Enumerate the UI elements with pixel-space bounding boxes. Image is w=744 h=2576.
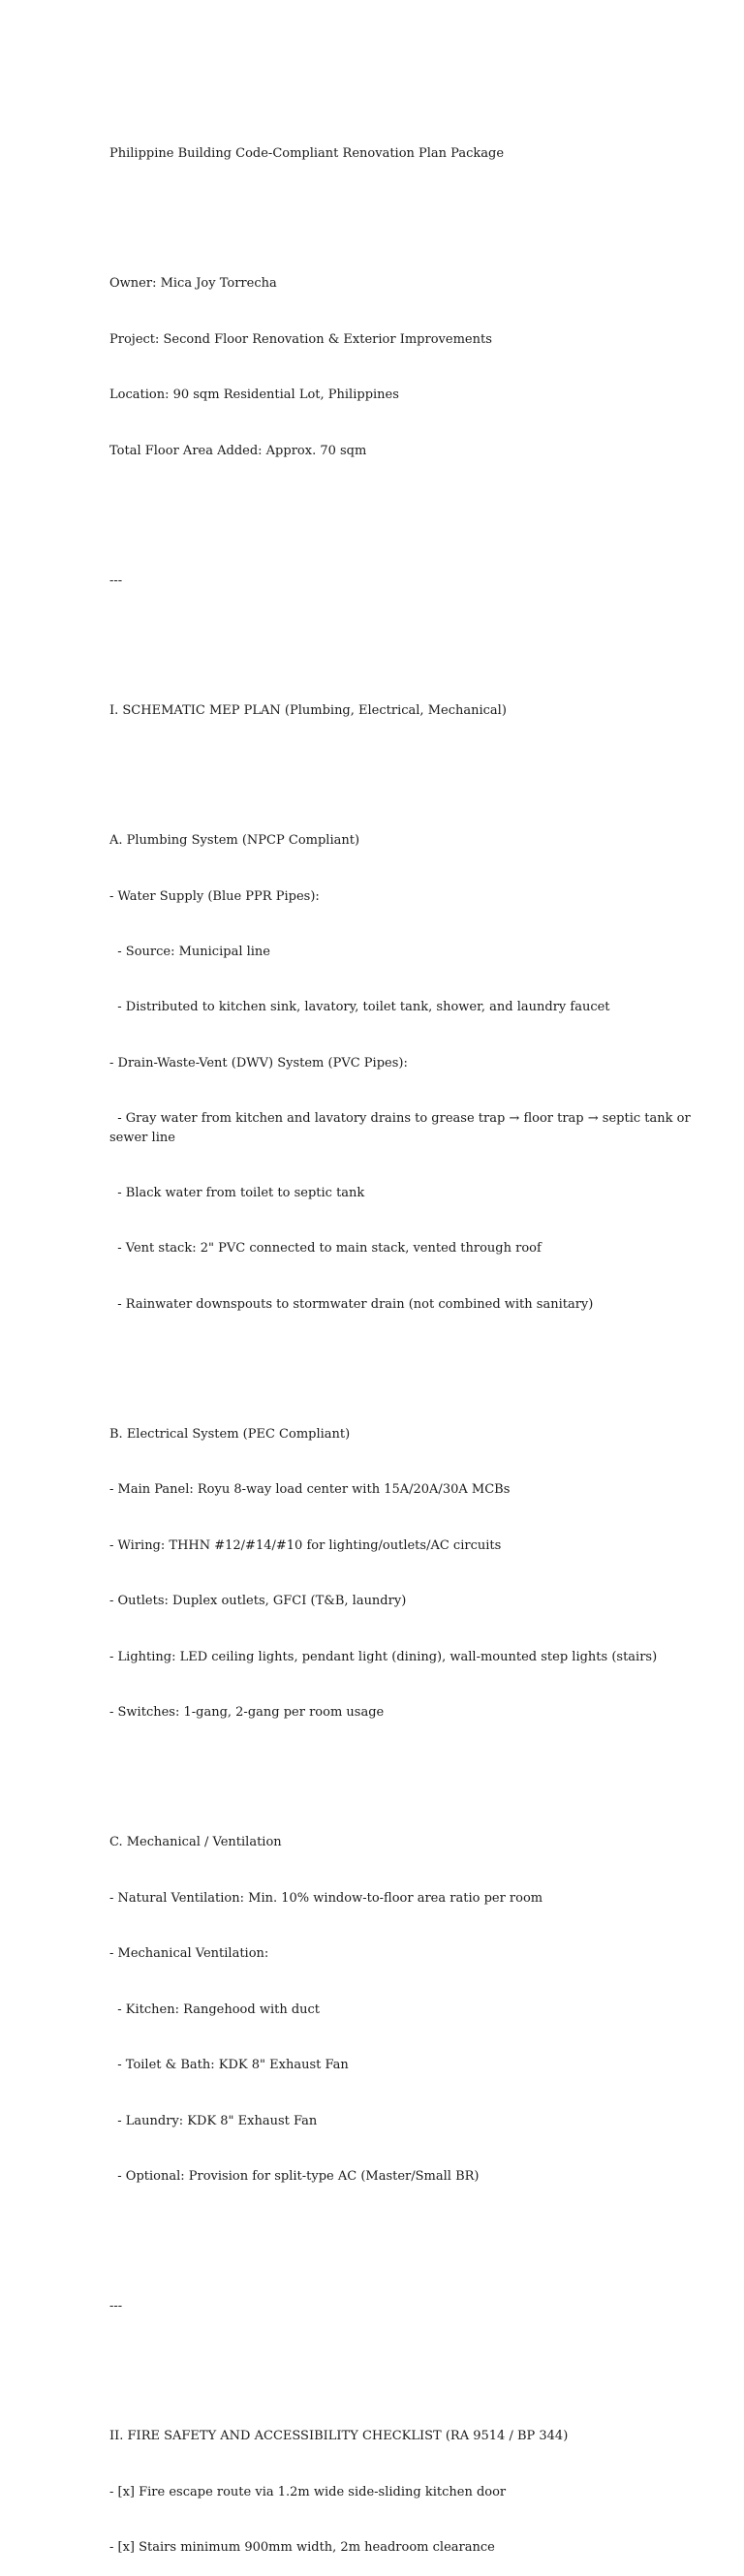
mechanical-line: - Laundry: KDK 8" Exhaust Fan: [109, 2113, 318, 2128]
separator: ---: [109, 2299, 123, 2314]
electrical-line: - Lighting: LED ceiling lights, pendant light (dining), wall-mounted step lights (stairs): [109, 1649, 658, 1664]
document-title: Philippine Building Code-Compliant Renovation Plan Package: [109, 146, 505, 162]
plumbing-line: - Gray water from kitchen and lavatory drains to grease trap → floor trap → septic tank or sewer line: [109, 1111, 695, 1145]
electrical-line: - Outlets: Duplex outlets, GFCI (T&B, laundry): [109, 1594, 407, 1609]
blank-line: [109, 2223, 710, 2242]
checklist-item: - [x] Fire escape route via 1.2m wide side-sliding kitchen door: [109, 2484, 507, 2499]
plumbing-line: - Vent stack: 2" PVC connected to main stack, vented through roof: [109, 1241, 542, 1257]
project-line: Project: Second Floor Renovation & Exterior Improvements: [109, 331, 492, 347]
floor-area-line: Total Floor Area Added: Approx. 70 sqm: [109, 443, 367, 458]
document-page: [109, 108, 710, 2576]
section-1-heading: I. SCHEMATIC MEP PLAN (Plumbing, Electrical, Mechanical): [109, 702, 507, 718]
mechanical-line: - Natural Ventilation: Min. 10% window-to-floor area ratio per room: [109, 1890, 543, 1906]
plumbing-line: - Rainwater downspouts to stormwater drain (not combined with sanitary): [109, 1296, 594, 1312]
mechanical-heading: C. Mechanical / Ventilation: [109, 1835, 282, 1850]
mechanical-line: - Mechanical Ventilation:: [109, 1946, 269, 1962]
location-line: Location: 90 sqm Residential Lot, Philippines: [109, 388, 399, 403]
blank-line: [109, 2353, 710, 2372]
mechanical-line: - Optional: Provision for split-type AC (Master/Small BR): [109, 2169, 480, 2185]
plumbing-line: - Source: Municipal line: [109, 944, 270, 959]
blank-line: [109, 1350, 710, 1369]
blank-line: [109, 627, 710, 645]
electrical-line: - Main Panel: Royu 8-way load center with 15A/20A/30A MCBs: [109, 1482, 511, 1498]
checklist-item: - [x] Stairs minimum 900mm width, 2m headroom clearance: [109, 2540, 495, 2556]
separator: ---: [109, 573, 123, 588]
mechanical-line: - Kitchen: Rangehood with duct: [109, 2002, 321, 2017]
blank-line: [109, 1759, 710, 1778]
section-2-heading: II. FIRE SAFETY AND ACCESSIBILITY CHECKLIST (RA 9514 / BP 344): [109, 2429, 569, 2444]
plumbing-line: - Distributed to kitchen sink, lavatory, toilet tank, shower, and laundry faucet: [109, 1000, 610, 1015]
electrical-heading: B. Electrical System (PEC Compliant): [109, 1427, 351, 1443]
blank-line: [109, 757, 710, 775]
owner-line: Owner: Mica Joy Torrecha: [109, 276, 277, 292]
plumbing-line: - Drain-Waste-Vent (DWV) System (PVC Pipes):: [109, 1055, 408, 1071]
plumbing-line: - Black water from toilet to septic tank: [109, 1186, 365, 1200]
blank-line: [109, 497, 710, 515]
blank-line: [109, 201, 710, 219]
plumbing-line: - Water Supply (Blue PPR Pipes):: [109, 888, 320, 904]
electrical-line: - Wiring: THHN #12/#14/#10 for lighting/outlets/AC circuits: [109, 1537, 502, 1553]
mechanical-line: - Toilet & Bath: KDK 8" Exhaust Fan: [109, 2058, 349, 2073]
plumbing-heading: A. Plumbing System (NPCP Compliant): [109, 833, 360, 849]
electrical-line: - Switches: 1-gang, 2-gang per room usage: [109, 1705, 385, 1721]
